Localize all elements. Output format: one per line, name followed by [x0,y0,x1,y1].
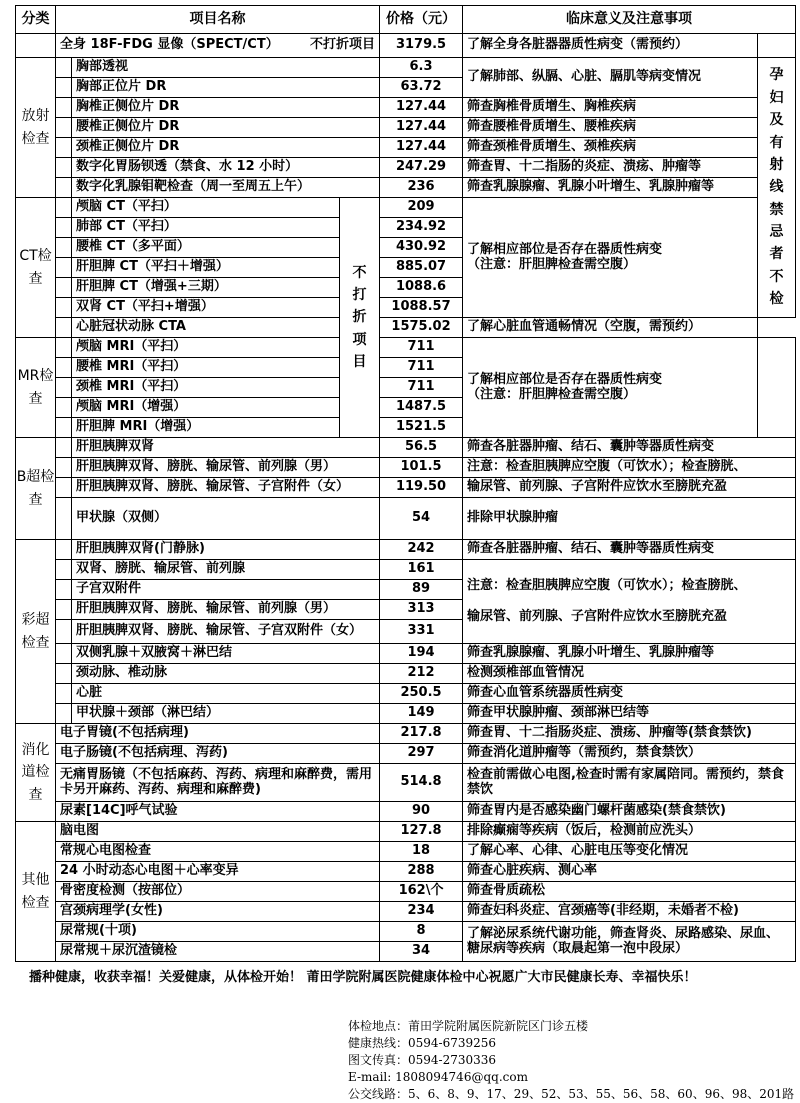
pregnancy-note [758,58,796,318]
meaning-cell: 筛查心脏疾病、测心率 [463,862,796,882]
item-name: 甲状腺＋颈部（淋巴结） [72,704,380,724]
table-row [16,842,796,862]
cell-empty [56,704,72,724]
item-name: 甲状腺（双侧） [72,498,380,540]
cell-empty [56,418,72,438]
meaning-cell: 筛查妇科炎症、宫颈癌等(非经期，未婚者不检) [463,902,796,922]
table-row [16,802,796,822]
meaning-line: 了解相应部位是否存在器质性病变 [467,371,663,387]
cell-empty [56,198,72,218]
item-name: 胸椎正侧位片 DR [72,98,380,118]
price-cell: 101.5 [380,458,463,478]
item-name: 心脏 [72,684,380,704]
cell-empty [56,78,72,98]
item-name: 颈动脉、椎动脉 [72,664,380,684]
contact-info [348,1018,794,1103]
meaning-line: （注意：肝胆脾检查需空腹） [467,386,637,402]
vertical-char: 妇 [769,89,784,106]
price-cell: 54 [380,498,463,540]
meaning-cell: 了解心脏血管通畅情况（空腹，需预约） [463,318,758,338]
cell-empty [56,684,72,704]
price-cell: 194 [380,644,463,664]
table-row-pet [16,34,796,58]
table-row [16,540,796,560]
meaning-line: 注意：检查胆胰脾应空腹（可饮水）；检查膀胱、 [467,577,747,593]
item-name: 脑电图 [56,822,380,842]
vertical-char: 不 [352,264,367,281]
cell-empty [56,358,72,378]
cell-empty [56,138,72,158]
table-row [16,922,796,942]
price-cell: 430.92 [380,238,463,258]
price-cell: 1521.5 [380,418,463,438]
contact-hotline: 健康热线：0594-6739256 [348,1036,497,1050]
meaning-line: 了解相应部位是否存在器质性病变 [467,241,663,257]
cell-empty [56,378,72,398]
cell-empty [56,580,72,600]
price-cell: 711 [380,378,463,398]
meaning-cell: 筛查胃、十二指肠的炎症、溃疡、肿瘤等 [463,158,758,178]
category-color-ultrasound: 彩超检查 [16,540,56,724]
cell-empty [56,298,72,318]
contact-fax: 图文传真：0594-2730336 [348,1053,497,1067]
meaning-cell: 检测颈椎部血管情况 [463,664,796,684]
price-cell: 313 [380,600,463,620]
price-cell: 1088.6 [380,278,463,298]
meaning-cell [463,338,758,438]
meaning-cell: 了解肺部、纵膈、心脏、膈肌等病变情况 [463,58,758,98]
price-cell: 212 [380,664,463,684]
meaning-cell: 筛查乳腺腺瘤、乳腺小叶增生、乳腺肿瘤等 [463,644,796,664]
price-cell: 250.5 [380,684,463,704]
item-name: 肺部 CT（平扫） [72,218,340,238]
vertical-char: 线 [769,179,784,196]
header-category: 分类 [16,6,56,34]
cell-empty [56,238,72,258]
header-item: 项目名称 [56,6,380,34]
price-cell: 119.50 [380,478,463,498]
table-row [16,438,796,458]
header-price: 价格（元） [380,6,463,34]
item-name: 尿素[14C]呼气试验 [56,802,380,822]
meaning-cell: 检查前需做心电图,检查时需有家属陪同。需预约，禁食禁饮 [463,764,796,802]
meaning-cell: 筛查甲状腺肿瘤、颈部淋巴结等 [463,704,796,724]
vertical-char: 目 [352,354,367,371]
price-cell: 161 [380,560,463,580]
vertical-char: 及 [769,112,784,129]
vertical-char: 项 [352,331,367,348]
price-cell: 89 [380,580,463,600]
price-cell: 90 [380,802,463,822]
item-name: 电子胃镜(不包括病理) [56,724,380,744]
item-name: 腰椎正侧位片 DR [72,118,380,138]
cell-empty [56,438,72,458]
price-cell: 1487.5 [380,398,463,418]
item-name: 双肾 CT（平扫+增强） [72,298,340,318]
table-row [16,198,796,218]
cell-empty [56,664,72,684]
meaning-cell: 筛查胸椎骨质增生、胸椎疾病 [463,98,758,118]
table-row [16,318,796,338]
price-cell: 34 [380,942,463,962]
meaning-cell: 排除癫痫等疾病（饭后，检测前应洗头） [463,822,796,842]
item-name: 腰椎 CT（多平面） [72,238,340,258]
price-cell: 234 [380,902,463,922]
category-ct: CT检查 [16,198,56,338]
item-name: 尿常规(十项) [56,922,380,942]
cell-empty [56,560,72,580]
cell-empty [758,34,796,58]
price-cell: 162\个 [380,882,463,902]
meaning-cell [463,198,758,318]
table-row [16,764,796,802]
price-cell: 149 [380,704,463,724]
item-name: 宫颈病理学(女性) [56,902,380,922]
meaning-cell: 筛查胃、十二指肠炎症、溃疡、肿瘤等(禁食禁饮) [463,724,796,744]
meaning-cell: 筛查心血管系统器质性病变 [463,684,796,704]
cell-empty [56,318,72,338]
item-name: 无痛胃肠镜（不包括麻药、泻药、病理和麻醉费，需用卡另开麻药、泻药、病理和麻醉费) [56,764,380,802]
table-row [16,560,796,580]
item-name: 胸部透视 [72,58,380,78]
cell-empty [56,178,72,198]
vertical-char: 打 [352,286,367,303]
price-cell: 1088.57 [380,298,463,318]
price-cell: 127.8 [380,822,463,842]
item-name: 肝胆脾 MRI（增强） [72,418,340,438]
meaning-cell [463,560,796,644]
cell-empty [56,258,72,278]
price-sheet [5,0,795,1100]
meaning-cell: 筛查骨质疏松 [463,882,796,902]
vertical-char: 孕 [769,67,784,84]
price-cell: 711 [380,338,463,358]
vertical-char: 禁 [769,201,784,218]
item-name: 心脏冠状动脉 CTA [72,318,340,338]
meaning-cell: 注意：检查胆胰脾应空腹（可饮水）；检查膀胱、 [463,458,796,478]
contact-email[interactable]: E-mail: 1808094746@qq.com [348,1070,528,1084]
table-row [16,338,796,358]
price-cell: 242 [380,540,463,560]
vertical-char: 折 [352,309,367,326]
category-other: 其他检查 [16,822,56,962]
cell-empty [56,600,72,620]
item-name: 骨密度检测（按部位） [56,882,380,902]
cell-empty [56,58,72,78]
meaning-cell: 输尿管、前列腺、子宫附件应饮水至膀胱充盈 [463,478,796,498]
price-cell: 711 [380,358,463,378]
item-name: 颅脑 MRI（平扫） [72,338,340,358]
price-cell: 514.8 [380,764,463,802]
item-name: 肝胆胰脾双肾(门静脉) [72,540,380,560]
meaning-line: 输尿管、前列腺、子宫附件应饮水至膀胱充盈 [467,608,728,624]
meaning-cell: 筛查消化道肿瘤等（需预约，禁食禁饮） [463,744,796,764]
no-discount-note [340,198,380,438]
category-digestive: 消化道检查 [16,724,56,822]
table-row [16,862,796,882]
item-name: 电子肠镜(不包括病理、泻药) [56,744,380,764]
table-row [16,704,796,724]
table-row [16,98,796,118]
cell-empty [56,478,72,498]
category-mr: MR检查 [16,338,56,438]
price-cell: 297 [380,744,463,764]
item-name: 肝胆脾 CT（平扫＋增强） [72,258,340,278]
price-cell: 63.72 [380,78,463,98]
meaning-cell: 筛查各脏器肿瘤、结石、囊肿等器质性病变 [463,438,796,458]
header-meaning: 临床意义及注意事项 [463,6,796,34]
vertical-char: 有 [769,134,784,151]
price-cell: 209 [380,198,463,218]
price-cell: 247.29 [380,158,463,178]
table-row [16,158,796,178]
meaning-cell: 筛查胃内是否感染幽门螺杆菌感染(禁食禁饮) [463,802,796,822]
vertical-char: 检 [769,291,784,308]
table-row [16,178,796,198]
price-table [15,5,796,962]
item-name: 数字化胃肠钡透（禁食、水 12 小时） [72,158,380,178]
meaning-cell: 了解心率、心律、心脏电压等变化情况 [463,842,796,862]
cell-empty [56,218,72,238]
discount-note: 不打折项目 [310,37,376,53]
price-cell: 1575.02 [380,318,463,338]
cell-empty [16,34,56,58]
meaning-cell: 排除甲状腺肿瘤 [463,498,796,540]
price-cell: 217.8 [380,724,463,744]
cell-empty [56,118,72,138]
item-name: 颈椎 MRI（平扫） [72,378,340,398]
item-name: 肝胆胰脾双肾、膀胱、输尿管、子宫双附件（女） [72,620,380,644]
price-cell: 127.44 [380,118,463,138]
price-cell: 234.92 [380,218,463,238]
table-row [16,724,796,744]
cell-empty [56,278,72,298]
table-row [16,684,796,704]
item-name: 全身 18F-FDG 显像（SPECT/CT） [60,37,279,53]
meaning-cell: 筛查腰椎骨质增生、腰椎疾病 [463,118,758,138]
table-row [16,498,796,540]
item-name: 颈椎正侧位片 DR [72,138,380,158]
item-name: 颅脑 MRI（增强） [72,398,340,418]
item-name: 数字化乳腺钼靶检查（周一至周五上午） [72,178,380,198]
price-cell: 127.44 [380,98,463,118]
contact-bus: 公交线路：5、6、8、9、17、29、52、53、55、56、58、60、96、98、201路 [348,1087,795,1101]
cell-empty [56,620,72,644]
item-name: 肝胆胰脾双肾、膀胱、输尿管、子宫附件（女） [72,478,380,498]
price-cell: 56.5 [380,438,463,458]
item-cell [56,34,380,58]
item-name: 肝胆脾 CT（增强+三期） [72,278,340,298]
cell-empty [56,644,72,664]
price-cell: 18 [380,842,463,862]
meaning-cell: 筛查各脏器肿瘤、结石、囊肿等器质性病变 [463,540,796,560]
cell-empty [56,540,72,560]
category-radiology: 放射检查 [16,58,56,198]
table-row [16,138,796,158]
price-cell: 127.44 [380,138,463,158]
meaning-cell: 了解泌尿系统代谢功能，筛查肾炎、尿路感染、尿血、糖尿病等疾病（取晨起第一泡中段尿） [463,922,796,962]
item-name: 肝胆胰脾双肾 [72,438,380,458]
table-row [16,882,796,902]
category-b-ultrasound: B超检查 [16,438,56,540]
table-row [16,644,796,664]
item-name: 尿常规＋尿沉渣镜检 [56,942,380,962]
item-name: 双侧乳腺＋双腋窝＋淋巴结 [72,644,380,664]
price-cell: 885.07 [380,258,463,278]
price-cell: 288 [380,862,463,882]
vertical-char: 者 [769,246,784,263]
cell-empty [758,338,796,438]
table-row [16,458,796,478]
price-cell: 8 [380,922,463,942]
table-row [16,118,796,138]
vertical-char: 不 [769,268,784,285]
meaning-cell: 了解全身各脏器器质性病变（需预约） [463,34,758,58]
vertical-char: 忌 [769,224,784,241]
meaning-line: （注意：肝胆脾检查需空腹） [467,256,637,272]
header-row [16,6,796,34]
item-name: 胸部正位片 DR [72,78,380,98]
item-name: 肝胆胰脾双肾、膀胱、输尿管、前列腺（男） [72,458,380,478]
item-name: 双肾、膀胱、输尿管、前列腺 [72,560,380,580]
price-cell: 3179.5 [380,34,463,58]
cell-empty [56,338,72,358]
contact-address: 体检地点：莆田学院附属医院新院区门诊五楼 [348,1019,589,1033]
cell-empty [56,398,72,418]
item-name: 颅脑 CT（平扫） [72,198,340,218]
table-row [16,902,796,922]
cell-empty [56,98,72,118]
cell-empty [56,158,72,178]
meaning-cell: 筛查颈椎骨质增生、颈椎疾病 [463,138,758,158]
cell-empty [56,498,72,540]
item-name: 子宫双附件 [72,580,380,600]
table-row [16,744,796,764]
table-row [16,664,796,684]
meaning-cell: 筛查乳腺腺瘤、乳腺小叶增生、乳腺肿瘤等 [463,178,758,198]
cell-empty [56,458,72,478]
footer-slogan: 播种健康，收获幸福！关爱健康，从体检开始！ 莆田学院附属医院健康体检中心祝愿广大市民健康长寿、幸福快乐！ [29,970,697,985]
vertical-char: 射 [769,156,784,173]
table-row [16,478,796,498]
table-row [16,58,796,78]
price-cell: 6.3 [380,58,463,78]
price-cell: 236 [380,178,463,198]
table-row [16,822,796,842]
price-cell: 331 [380,620,463,644]
item-name: 腰椎 MRI（平扫） [72,358,340,378]
item-name: 肝胆胰脾双肾、膀胱、输尿管、前列腺（男） [72,600,380,620]
item-name: 常规心电图检查 [56,842,380,862]
item-name: 24 小时动态心电图＋心率变异 [56,862,380,882]
